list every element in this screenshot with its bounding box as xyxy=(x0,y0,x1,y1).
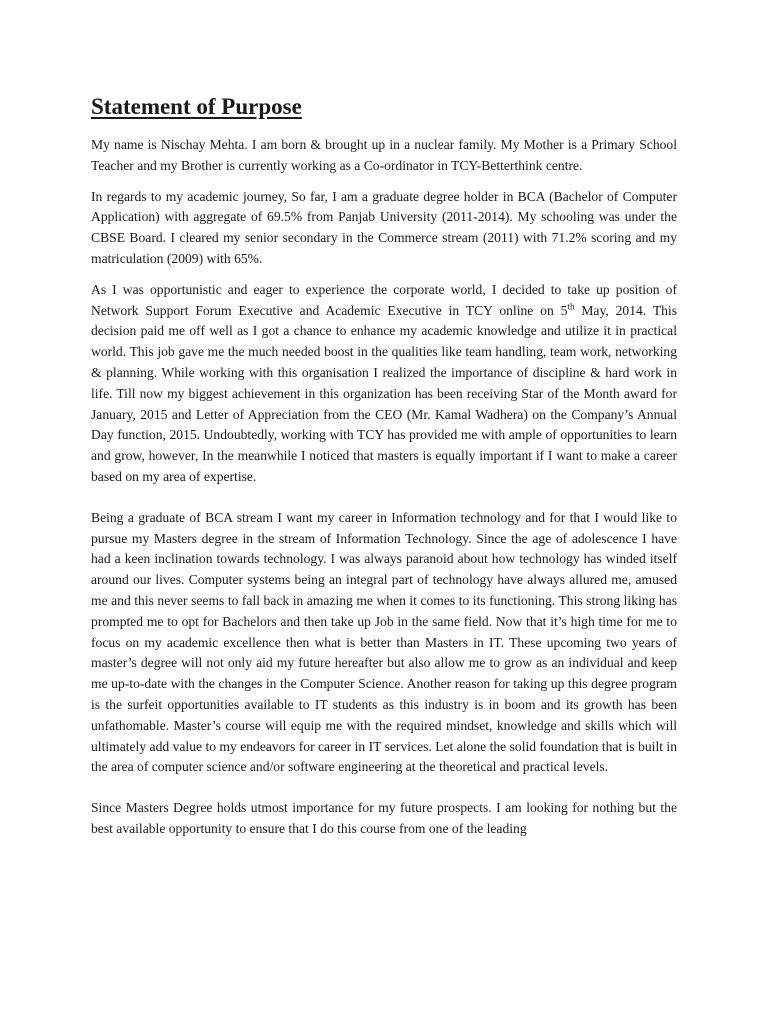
paragraph-career-goals: Being a graduate of BCA stream I want my career in Information technology and for that I would like to pursue my Masters degree in the stream of Information Technology. Since the age of adolescence I have had a keen inclination towards technology. I was always paranoid about how technology has winded itself around our lives. Computer systems being an integral part of technology have always allured me, amused me and this never seems to fall back in amazing me when it comes to its functioning. This strong liking has prompted me to opt for Bachelors and then take up Job in the same field. Now that it’s high time for me to focus on my academic excellence then what is better than Masters in IT. These upcoming two years of master’s degree will not only aid my future hereafter but also allow me to grow as an individual and keep me up-to-date with the changes in the Computer Science. Another reason for taking up this degree program is the surfeit opportunities available to IT students as this industry is in boom and its growth has been unfathomable. Master’s course will equip me with the required mindset, knowledge and skills which will ultimately add value to my endeavors for career in IT services. Let alone the solid foundation that is built in the area of computer science and/or software engineering at the theoretical and practical levels. xyxy=(91,509,677,775)
paragraph-work-experience-part1: As I was opportunistic and eager to experience the corporate world, I decided to take up position of Network Support Forum Executive and Academic Executive in TCY online on 5 xyxy=(91,281,677,318)
paragraph-family-background: My name is Nischay Mehta. I am born & brought up in a nuclear family. My Mother is a Primary School Teacher and my Brother is currently working as a Co-ordinator in TCY-Betterthink centre. xyxy=(91,137,677,173)
document-title: Statement of Purpose xyxy=(91,94,302,119)
paragraph-academic-journey: In regards to my academic journey, So far, I am a graduate degree holder in BCA (Bachelor of Computer Application) with aggregate of 69.5% from Panjab University (2011-2014). My schooling was under the CBSE Board. I cleared my senior secondary in the Commerce stream (2011) with 71.2% scoring and my matriculation (2009) with 65%. xyxy=(91,188,677,266)
paragraph-future-prospects: Since Masters Degree holds utmost importance for my future prospects. I am looking for nothing but the best available opportunity to ensure that I do this course from one of the leading xyxy=(91,800,677,836)
document-page xyxy=(91,93,677,850)
ordinal-suffix: th xyxy=(567,301,575,312)
paragraph-work-experience-part2: May, 2014. This decision paid me off well as I got a chance to enhance my academic knowledge and utilize it in practical world. This job gave me the much needed boost in the qualities like team handling, team work, networking & planning. While working with this organisation I realized the importance of discipline & hard work in life. Till now my biggest achievement in this organization has been receiving Star of the Month award for January, 2015 and Letter of Appreciation from the CEO (Mr. Kamal Wadhera) on the Company’s Annual Day function, 2015. Undoubtedly, working with TCY has provided me with ample of opportunities to learn and grow, however, In the meanwhile I noticed that masters is equally important if I want to make a career based on my area of expertise. xyxy=(91,302,677,484)
paragraph-work-experience xyxy=(91,280,677,488)
